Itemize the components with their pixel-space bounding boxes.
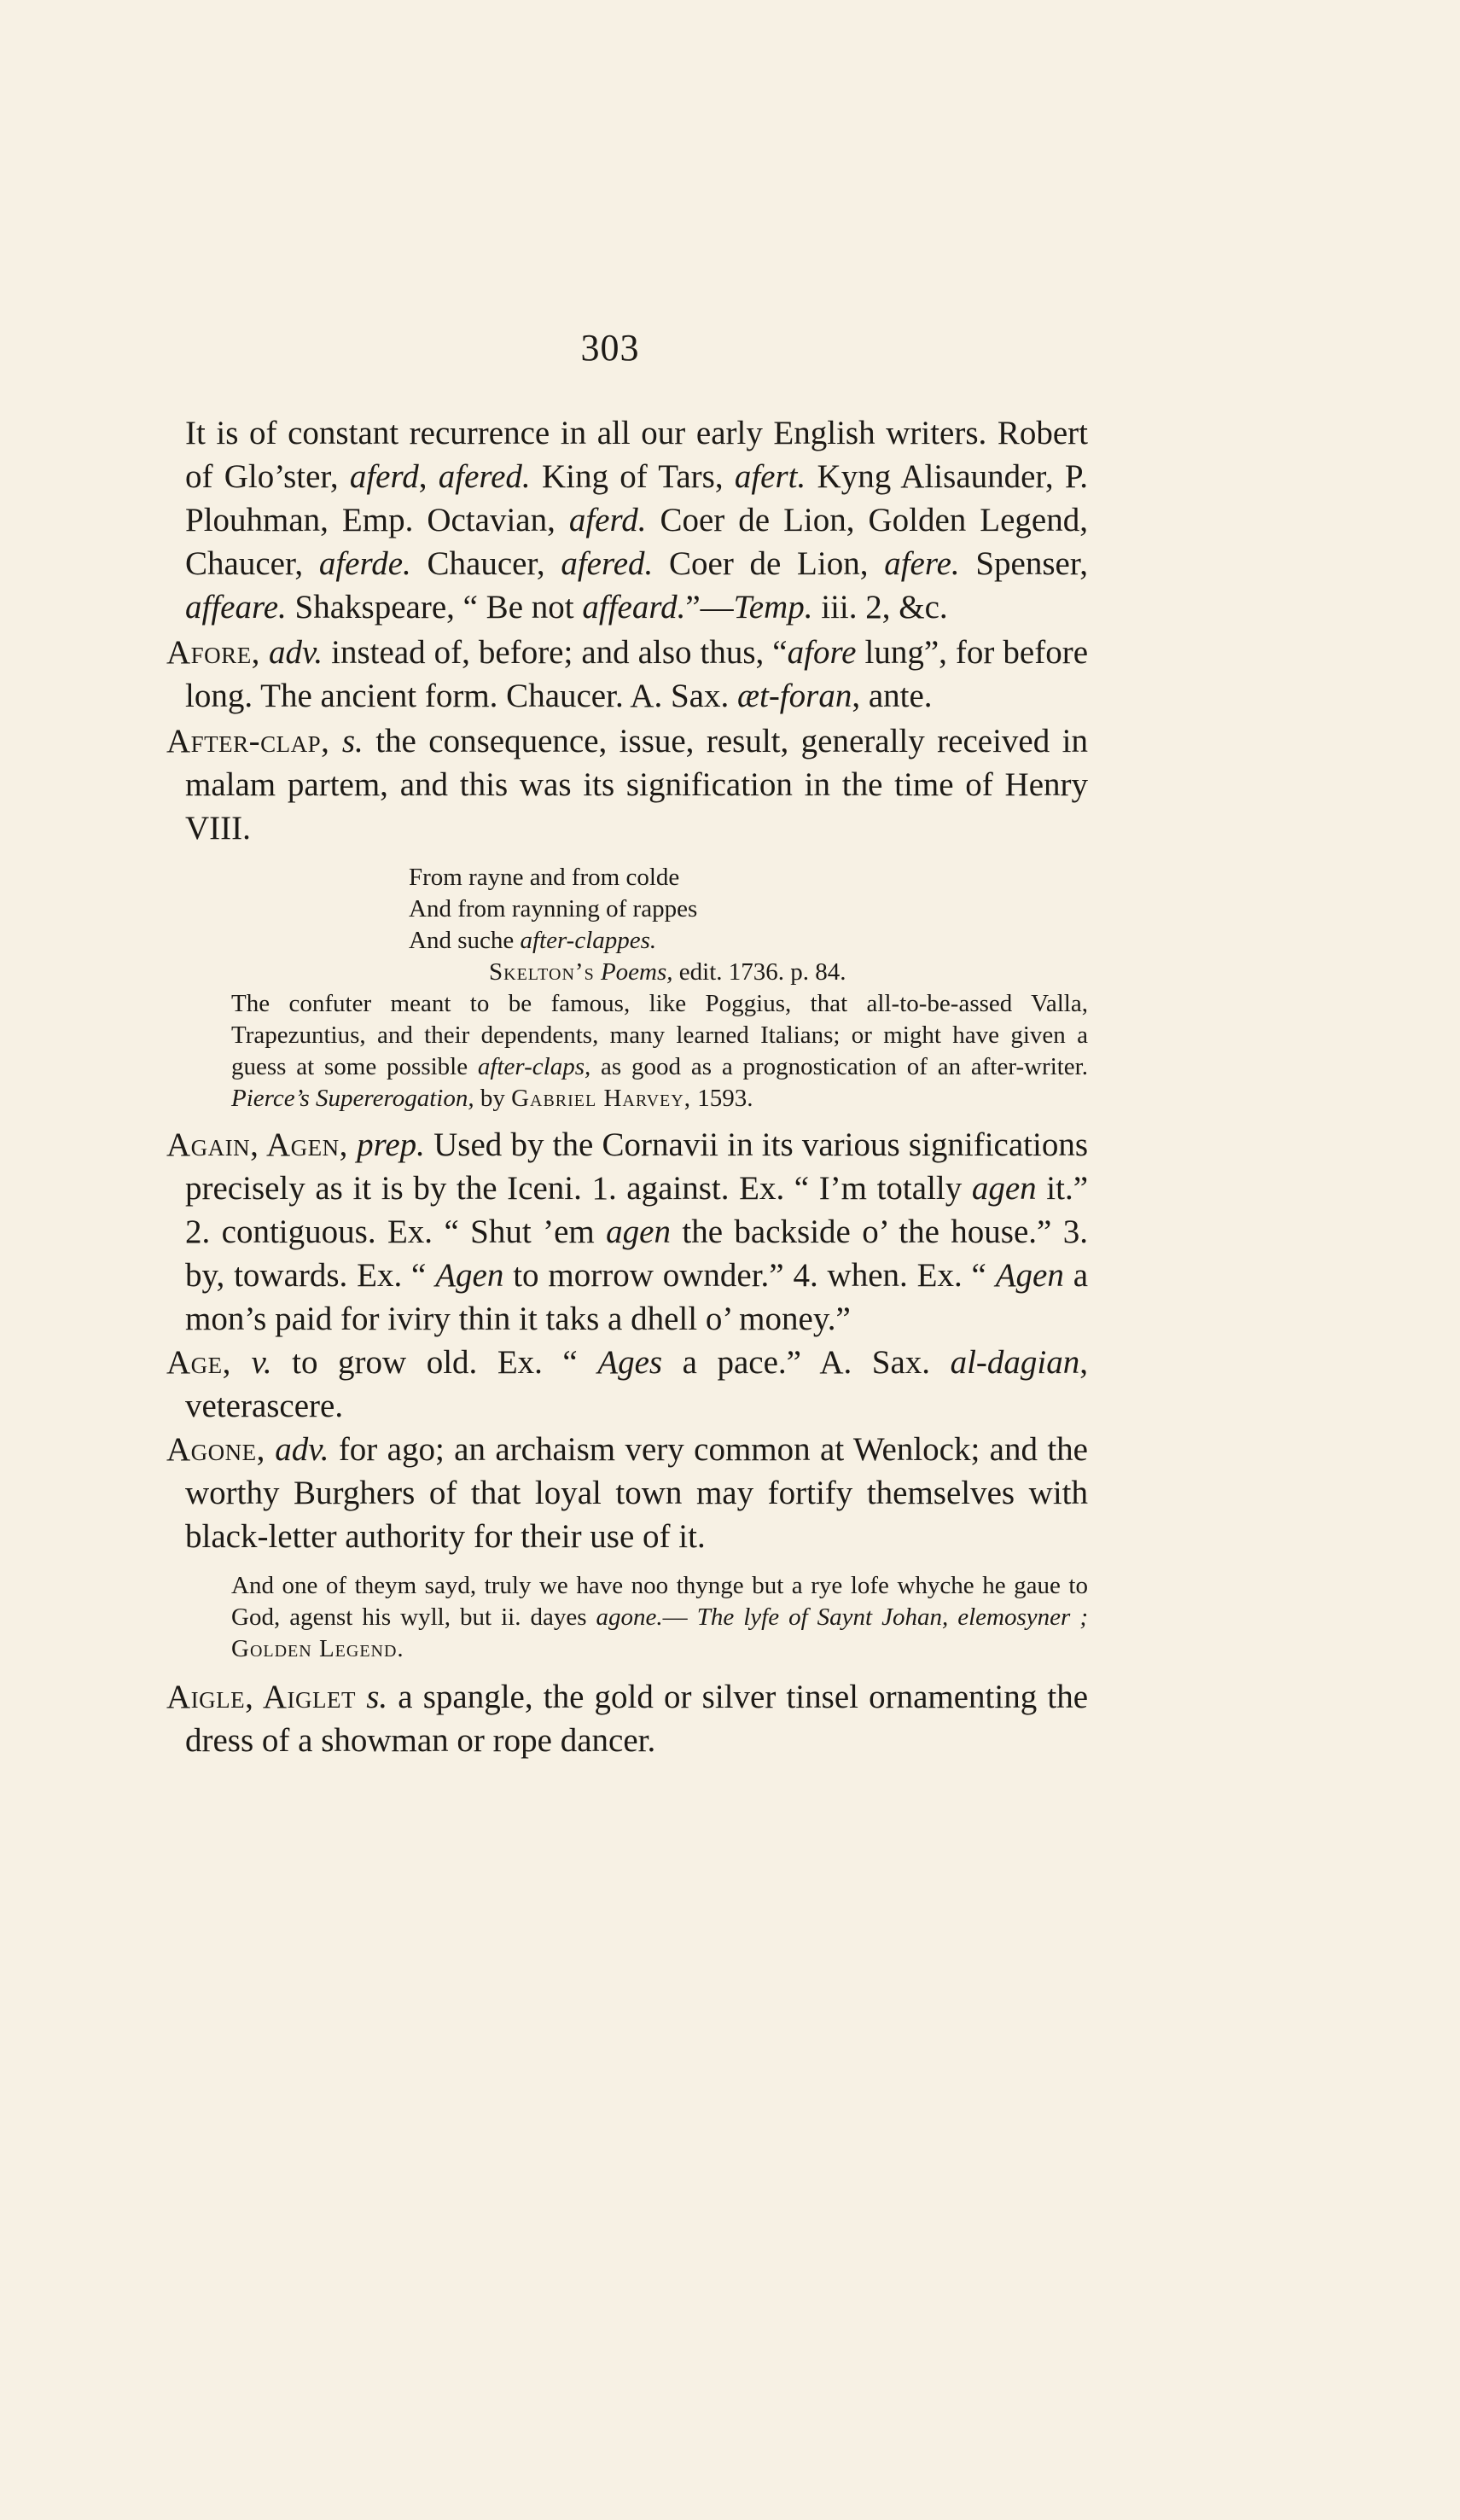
entry-aigle bbox=[166, 1675, 1088, 1762]
headword: Again, Agen, bbox=[166, 1126, 348, 1163]
entry-age bbox=[166, 1341, 1088, 1428]
italic-word: agen bbox=[606, 1213, 671, 1250]
text-run: Kyng Alisaunder, P. Plouhman, Emp. Octavian, bbox=[185, 458, 1088, 538]
italic-word: affeare. bbox=[185, 589, 287, 626]
text-run: The confuter meant to be famous, like Poggius, that all-to-be-assed Valla, Trapezuntius, and their dependents, many learned Italians; or might have given a guess at some possible bbox=[231, 990, 1088, 1080]
verse-quotation bbox=[166, 862, 1088, 957]
citation-source: Golden Legend. bbox=[231, 1635, 404, 1662]
text-run: a spangle, the gold or silver tinsel ornamenting the dress of a showman or rope dancer. bbox=[185, 1679, 1089, 1759]
verse-line bbox=[409, 925, 1088, 957]
prose-quotation bbox=[166, 988, 1088, 1115]
text-run: iii. 2, &c. bbox=[812, 589, 948, 626]
citation-work: Poems, bbox=[600, 958, 673, 986]
text-run: And suche bbox=[409, 927, 521, 954]
citation-author: Gabriel Harvey, bbox=[511, 1085, 691, 1112]
text-run: , veterascere. bbox=[185, 1344, 1088, 1424]
text-run: to grow old. Ex. “ bbox=[271, 1344, 598, 1381]
italic-word: agen bbox=[971, 1170, 1037, 1207]
part-of-speech: prep. bbox=[357, 1126, 425, 1163]
headword: Afore, bbox=[166, 634, 260, 671]
prose-quotation bbox=[166, 1570, 1088, 1665]
text-run: Chaucer, bbox=[410, 545, 561, 582]
text-run: Coer de Lion, Golden Legend, Chaucer, bbox=[185, 502, 1088, 582]
italic-word: al-dagian bbox=[950, 1344, 1080, 1381]
headword: Aigle, Aiglet bbox=[166, 1679, 357, 1715]
text-run: to morrow ownder.” 4. when. Ex. “ bbox=[503, 1257, 996, 1294]
citation-work: The lyfe of Saynt Johan, elemosyner ; bbox=[696, 1603, 1088, 1631]
italic-word: aferd bbox=[349, 458, 419, 495]
text-run: as good as a prognostication of an after-writer. bbox=[590, 1053, 1088, 1080]
text-run: edit. 1736. p. 84. bbox=[672, 958, 846, 986]
text-run: It is of constant recurrence in all our early English writers. Robert of Glo’ster, bbox=[185, 415, 1088, 495]
text-run: And one of theym sayd, truly we have noo thynge but a rye lofe whyche he gaue to God, agenst his wyll, but ii. dayes bbox=[231, 1572, 1088, 1631]
text-run: Shakspeare, “ Be not bbox=[286, 589, 583, 626]
text-run: for ago; an archaism very common at Wenlock; and the worthy Burghers of that loyal town may fortify themselves with black-letter authority for their use of it. bbox=[185, 1431, 1088, 1555]
verse-line: And from raynning of rappes bbox=[409, 895, 698, 922]
italic-word: afered. bbox=[438, 458, 531, 495]
citation-work: Pierce’s Supererogation, bbox=[231, 1085, 474, 1112]
italic-word: aferd. bbox=[568, 502, 647, 538]
headword: Agone, bbox=[166, 1431, 265, 1468]
text-run: it.” 2. contiguous. Ex. “ Shut ’em bbox=[185, 1170, 1089, 1250]
text-block bbox=[166, 411, 1088, 1762]
text-run: 1593. bbox=[690, 1085, 753, 1112]
citation-line bbox=[166, 957, 1088, 988]
text-run: by bbox=[474, 1085, 512, 1112]
italic-word: æt-foran bbox=[736, 678, 852, 714]
italic-word: Agen bbox=[995, 1257, 1064, 1294]
italic-word: Ages bbox=[597, 1344, 663, 1381]
verse-line: From rayne and from colde bbox=[409, 864, 680, 891]
part-of-speech: s. bbox=[341, 723, 364, 759]
italic-word: affeard. bbox=[582, 589, 686, 626]
headword: Age, bbox=[166, 1344, 231, 1381]
entry-agone bbox=[166, 1428, 1088, 1558]
part-of-speech: adv. bbox=[268, 634, 323, 671]
italic-word: agone. bbox=[596, 1603, 663, 1631]
italic-word: afered. bbox=[561, 545, 654, 582]
text-run: ”— bbox=[685, 589, 734, 626]
part-of-speech: v. bbox=[251, 1344, 272, 1381]
text-run: , bbox=[418, 458, 439, 495]
entry-after-clap bbox=[166, 719, 1088, 850]
text-run: a pace.” A. Sax. bbox=[662, 1344, 951, 1381]
citation bbox=[166, 957, 1088, 988]
italic-word: afore bbox=[787, 634, 857, 671]
italic-word: afere. bbox=[884, 545, 960, 582]
italic-word: Agen bbox=[435, 1257, 504, 1294]
text-run: — bbox=[662, 1603, 697, 1631]
italic-word: aferde. bbox=[318, 545, 411, 582]
italic-word: Temp. bbox=[733, 589, 813, 626]
continuation-paragraph bbox=[166, 411, 1088, 629]
italic-word: after-clappes. bbox=[520, 927, 657, 954]
text-run: the backside o’ the house.” 3. by, towards. Ex. “ bbox=[185, 1213, 1089, 1294]
text-run: a mon’s paid for iviry thin it taks a dhell o’ money.” bbox=[185, 1257, 1089, 1337]
page-number: 303 bbox=[580, 327, 640, 369]
citation-author: Skelton’s bbox=[489, 958, 595, 986]
text-run: the consequence, issue, result, generally received in malam partem, and this was its signification in the time of Henry VIII. bbox=[185, 723, 1088, 847]
text-run: lung”, for before long. The ancient form. Chaucer. A. Sax. bbox=[185, 634, 1089, 714]
text-run: King of Tars, bbox=[530, 458, 735, 495]
part-of-speech: s. bbox=[366, 1679, 388, 1715]
headword: After-clap, bbox=[166, 723, 330, 759]
part-of-speech: adv. bbox=[275, 1431, 329, 1468]
text-run: Spenser, bbox=[959, 545, 1089, 582]
entry-afore bbox=[166, 631, 1088, 718]
text-run: Used by the Cornavii in its various significations precisely as it is by the Iceni. 1. against. Ex. “ I’m totally bbox=[185, 1126, 1089, 1207]
entry-again bbox=[166, 1123, 1088, 1341]
text-run: , ante. bbox=[852, 678, 933, 714]
italic-word: afert. bbox=[734, 458, 806, 495]
text-run: Coer de Lion, bbox=[653, 545, 885, 582]
italic-word: after-claps, bbox=[477, 1053, 591, 1080]
text-run: instead of, before; and also thus, “ bbox=[323, 634, 788, 671]
